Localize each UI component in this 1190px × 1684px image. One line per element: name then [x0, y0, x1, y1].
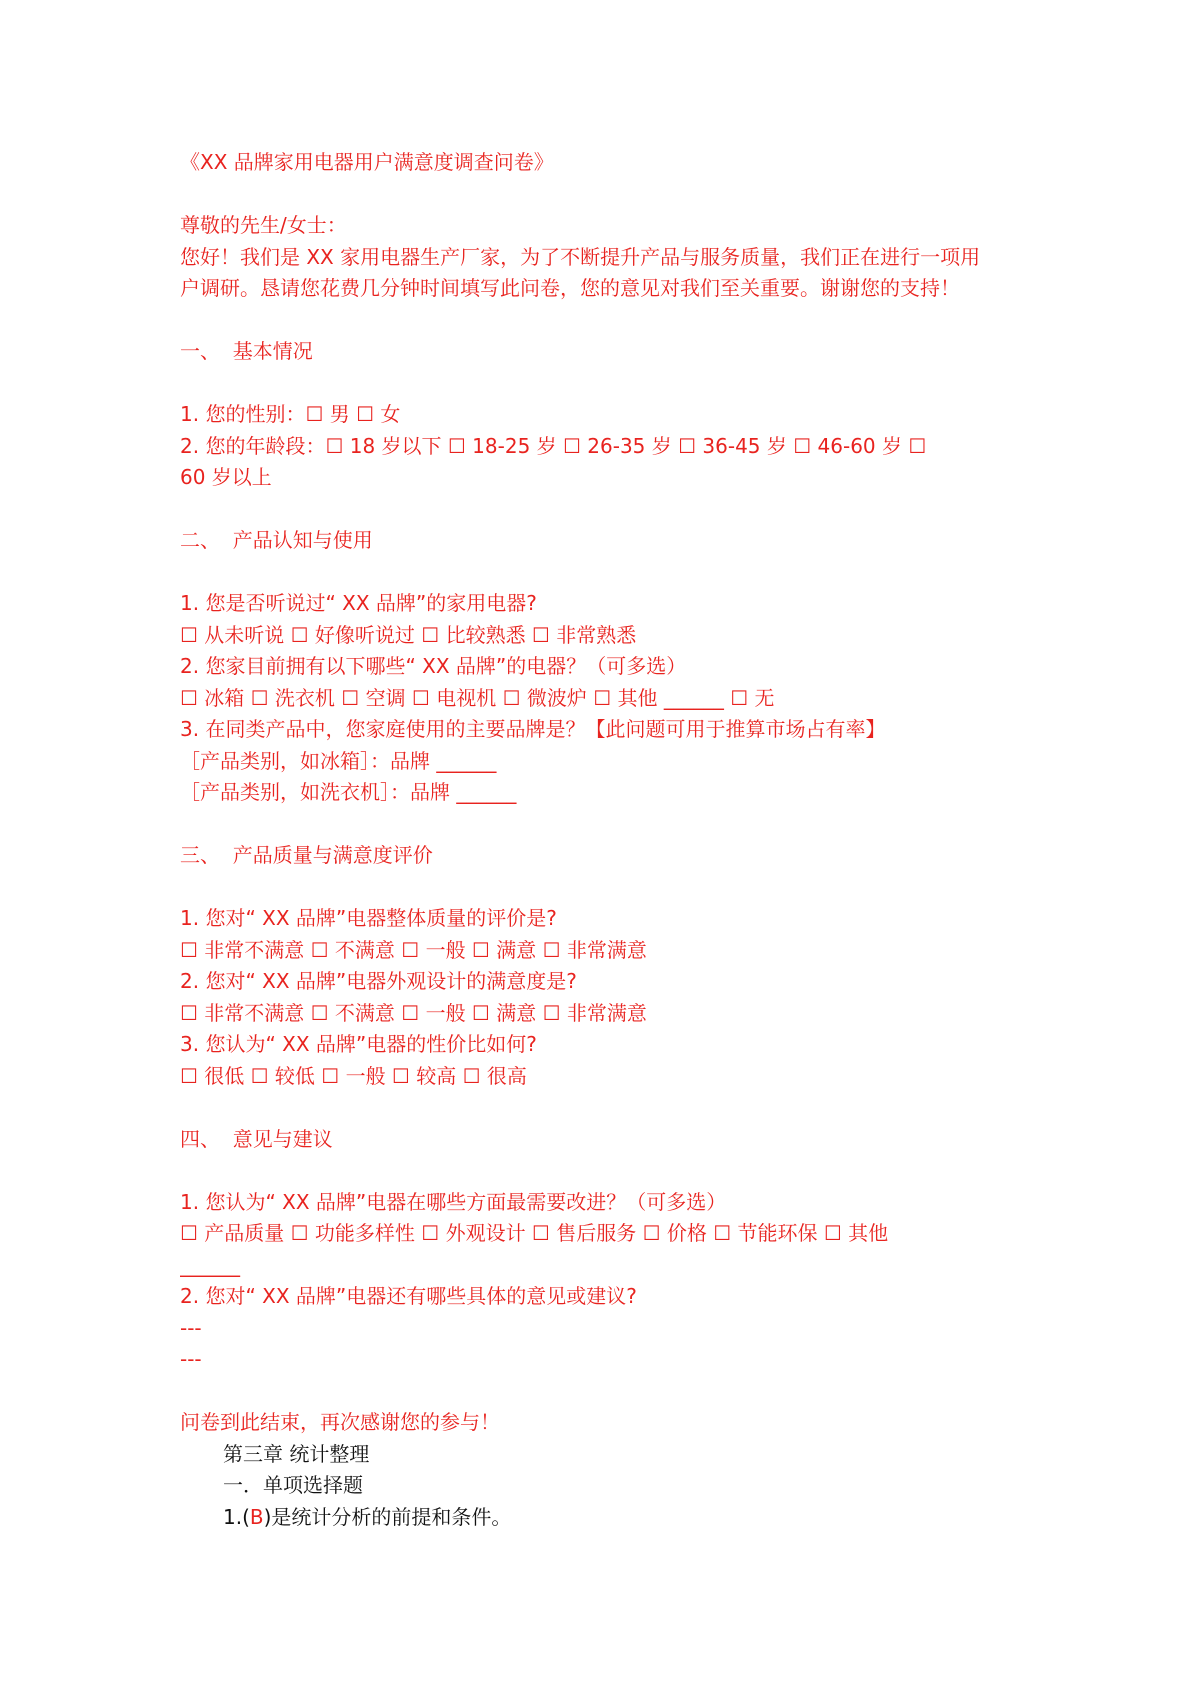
survey-title: 《XX 品牌家用电器用户满意度调查问卷》 [180, 150, 554, 174]
options-improve: ☐ 产品质量 ☐ 功能多样性 ☐ 外观设计 ☐ 售后服务 ☐ 价格 ☐ 节能环保 ☐ 其他 [180, 1221, 889, 1245]
options-value: ☐ 很低 ☐ 较低 ☐ 一般 ☐ 较高 ☐ 很高 [180, 1063, 527, 1088]
question-main-brand-note: 【此问题可用于推算市场占有率】 [585, 717, 886, 741]
section-heading-basic: 一、 基本情况 [180, 339, 313, 363]
question-overall-quality: 1. 您对“ XX 品牌”电器整体质量的评价是? [180, 906, 557, 930]
options-owned: ☐ 冰箱 ☐ 洗衣机 ☐ 空调 ☐ 电视机 ☐ 微波炉 ☐ 其他 ______ ☐ 无 [180, 685, 775, 710]
survey-closing: 问卷到此结束，再次感谢您的参与！ [180, 1410, 500, 1434]
question-improve: 1. 您认为“ XX 品牌”电器在哪些方面最需要改进？（可多选） [180, 1189, 727, 1214]
question-gender: 1. 您的性别：☐ 男 ☐ 女 [180, 402, 401, 426]
dash-line-2: --- [180, 1347, 202, 1371]
chapter-title: 第三章 统计整理 [223, 1441, 370, 1466]
question-heard-of: 1. 您是否听说过“ XX 品牌”的家用电器? [180, 591, 537, 615]
question-main-brand [180, 714, 1030, 746]
options-heard-of: ☐ 从未听说 ☐ 好像听说过 ☐ 比较熟悉 ☐ 非常熟悉 [180, 622, 637, 647]
question-owned: 2. 您家目前拥有以下哪些“ XX 品牌”的电器？（可多选） [180, 654, 687, 678]
question-suggestions: 2. 您对“ XX 品牌”电器还有哪些具体的意见或建议? [180, 1284, 637, 1308]
question-main-brand-text: 3. 在同类产品中，您家庭使用的主要品牌是？ [180, 717, 586, 741]
chapter-subtitle: 一．单项选择题 [223, 1473, 363, 1497]
options-improve-blank: ______ [180, 1252, 240, 1277]
options-appearance: ☐ 非常不满意 ☐ 不满意 ☐ 一般 ☐ 满意 ☐ 非常满意 [180, 1000, 647, 1025]
question-age-cont: 60 岁以上 [180, 465, 272, 489]
chapter-question-1 [180, 1502, 1030, 1534]
chapter-question-1-suffix: )是统计分析的前提和条件。 [263, 1504, 512, 1529]
document-page [180, 147, 1030, 1533]
question-value: 3. 您认为“ XX 品牌”电器的性价比如何? [180, 1032, 537, 1056]
section-heading-feedback: 四、 意见与建议 [180, 1126, 333, 1151]
greeting: 尊敬的先生/女士： [180, 213, 347, 237]
dash-line-1: --- [180, 1315, 202, 1340]
section-heading-quality: 三、 产品质量与满意度评价 [180, 843, 433, 867]
question-appearance: 2. 您对“ XX 品牌”电器外观设计的满意度是? [180, 969, 577, 993]
options-overall-quality: ☐ 非常不满意 ☐ 不满意 ☐ 一般 ☐ 满意 ☐ 非常满意 [180, 937, 647, 962]
intro-line-1: 您好！我们是 XX 家用电器生产厂家，为了不断提升产品与服务质量，我们正在进行一项用 [180, 244, 981, 269]
main-brand-washer: ［产品类别，如洗衣机］：品牌 ______ [180, 780, 517, 804]
question-age: 2. 您的年龄段：☐ 18 岁以下 ☐ 18-25 岁 ☐ 26-35 岁 ☐ 36-45 岁 ☐ 46-60 岁 ☐ [180, 433, 927, 458]
chapter-question-1-prefix: 1.( [223, 1504, 250, 1529]
chapter-question-1-answer: B [249, 1504, 264, 1529]
section-heading-awareness: 二、 产品认知与使用 [180, 528, 373, 552]
intro-line-2: 户调研。恳请您花费几分钟时间填写此问卷，您的意见对我们至关重要。谢谢您的支持！ [180, 276, 960, 300]
main-brand-fridge: ［产品类别，如冰箱］：品牌 ______ [180, 748, 497, 773]
